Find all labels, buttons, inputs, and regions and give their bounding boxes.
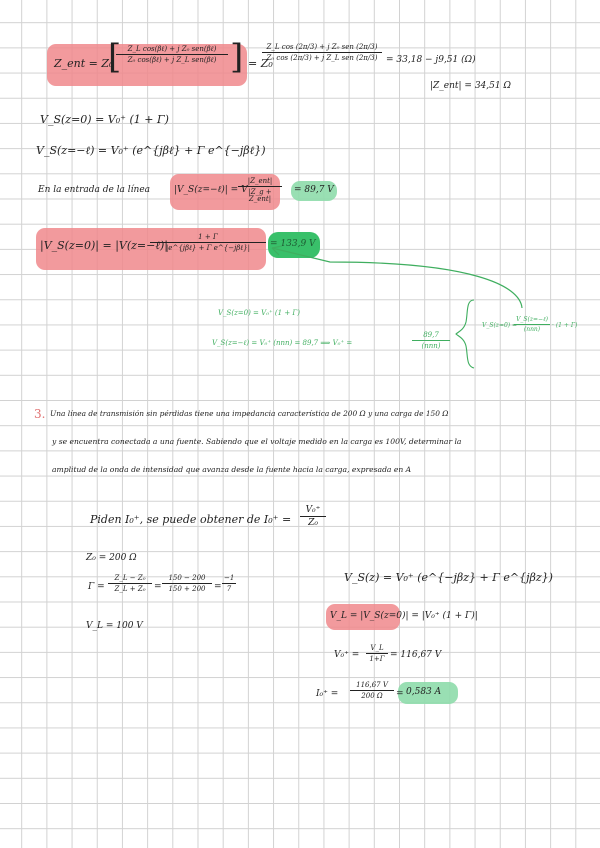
v0-lhs: V₀⁺ = bbox=[334, 650, 360, 660]
green-line-1: V_S(z=0) = V₀⁺ (1 + Γ) bbox=[218, 309, 301, 317]
gamma-fraction-1 bbox=[108, 575, 152, 593]
piden-text: Piden I₀⁺, se puede obtener de I₀⁺ = bbox=[90, 513, 292, 526]
gamma-lhs: Γ = bbox=[88, 582, 105, 592]
zent-denominator: Z₀ cos(βℓ) + j Z_L sen(βℓ) bbox=[127, 56, 217, 64]
vs-z-equation: V_S(z) = V₀⁺ (e^{−jβz} + Γ e^{jβz}) bbox=[344, 571, 553, 584]
green-line-3: V_S(z=0) = bbox=[482, 322, 518, 329]
green-fraction-2-den: (nnn) bbox=[421, 342, 441, 350]
green-fraction-2-num: 89,7 bbox=[412, 332, 450, 341]
i0-numerator: 116,67 V bbox=[350, 682, 394, 691]
green-fraction-3-den: (nnn) bbox=[523, 326, 541, 333]
entrada-text: En la entrada de la línea bbox=[38, 185, 151, 195]
entrada-numerator: |Z_ent| bbox=[238, 178, 282, 187]
gamma-num-1: Z_L − Z₀ bbox=[108, 575, 152, 584]
i0-denominator: 200 Ω bbox=[361, 692, 383, 700]
green-fraction-3 bbox=[514, 317, 550, 333]
zent-numerator: Z_L cos(βℓ) + j Z₀ sen(βℓ) bbox=[116, 46, 228, 55]
i0-result: 0,583 A bbox=[406, 687, 442, 697]
v0-result: = 116,67 V bbox=[390, 650, 442, 660]
gamma-num-3: −1 bbox=[224, 574, 235, 582]
v0-denominator: 1+Γ bbox=[369, 655, 385, 663]
zent-lhs: Z_ent = Z₀ bbox=[54, 57, 114, 70]
gamma-fraction-3 bbox=[222, 575, 236, 593]
problem-line-1: Una línea de transmisión sin pérdidas tiene una impedancia característica de 200 Ω y una carga de 150 Ω bbox=[50, 409, 449, 418]
green-line-3-rhs: · (1 + Γ) bbox=[552, 322, 578, 329]
vs-ratio-lhs: |V_S(z=0)| = |V(z=−ℓ)| bbox=[40, 239, 168, 252]
piden-fraction bbox=[300, 506, 326, 528]
piden-denominator: Z₀ bbox=[308, 518, 318, 528]
vs-ratio-denominator: |e^{jβℓ} + Γ e^{−jβℓ}| bbox=[165, 244, 251, 252]
i0-eq: = bbox=[396, 689, 404, 699]
gamma-fraction-2 bbox=[162, 575, 212, 593]
gamma-num-2: 150 − 200 bbox=[162, 575, 212, 584]
i0-lhs: I₀⁺ = bbox=[316, 689, 339, 699]
green-fraction-2 bbox=[412, 332, 450, 350]
vl-equation: V_L = |V_S(z=0)| = |V₀⁺ (1 + Γ)| bbox=[330, 611, 478, 621]
z0-value: Z₀ = 200 Ω bbox=[86, 553, 137, 563]
zent-result: = 33,18 − j9,51 (Ω) bbox=[386, 55, 476, 65]
green-fraction-3-num: V_S(z=−ℓ) bbox=[514, 317, 550, 325]
zent-denominator-2: Z₀ cos (2π/3) + j Z_L sen (2π/3) bbox=[266, 54, 378, 62]
zent-magnitude: |Z_ent| = 34,51 Ω bbox=[430, 81, 511, 91]
gamma-den-2: 150 + 200 bbox=[168, 585, 206, 593]
bracket-left: [ bbox=[108, 37, 122, 77]
entrada-result: = 89,7 V bbox=[294, 185, 334, 195]
vs-zl-equation: V_S(z=−ℓ) = V₀⁺ (e^{jβℓ} + Γ e^{−jβℓ}) bbox=[36, 144, 266, 157]
gamma-den-1: Z_L + Z₀ bbox=[114, 585, 146, 593]
i0-fraction bbox=[350, 682, 394, 700]
green-line-2: V_S(z=−ℓ) = V₀⁺ (nnn) = 89,7 ⟹ V₀⁺ = bbox=[212, 339, 353, 347]
gamma-den-3: 7 bbox=[226, 585, 232, 593]
entrada-eq-lhs: |V_S(z=−ℓ)| = V bbox=[174, 185, 248, 195]
entrada-denominator: |Z_g + Z_ent| bbox=[248, 188, 272, 203]
problem-line-3: amplitud de la onda de intensidad que avanza desde la fuente hacia la carga, expresada en A bbox=[52, 465, 412, 474]
zent-numerator-2: Z_L cos (2π/3) + j Z₀ sen (2π/3) bbox=[262, 44, 382, 53]
vs-ratio-result: = 133,9 V bbox=[270, 239, 316, 249]
gamma-eq-1: = bbox=[154, 582, 162, 592]
zent-eq-mid: = Z₀ bbox=[248, 57, 273, 70]
problem-line-2: y se encuentra conectada a una fuente. Sabiendo que el voltaje medido en la carga es 100V, determinar la bbox=[52, 437, 462, 446]
bracket-right: ] bbox=[230, 37, 244, 77]
problem-number: 3. bbox=[34, 407, 46, 421]
piden-numerator: V₀⁺ bbox=[300, 506, 326, 517]
vs-z0-equation: V_S(z=0) = V₀⁺ (1 + Γ) bbox=[40, 113, 169, 126]
vs-ratio-numerator: 1 + Γ bbox=[150, 234, 266, 243]
v0-fraction bbox=[366, 645, 388, 663]
gamma-eq-2: = bbox=[214, 582, 222, 592]
v0-numerator: V_L bbox=[366, 645, 388, 654]
vl-value: V_L = 100 V bbox=[86, 621, 143, 631]
